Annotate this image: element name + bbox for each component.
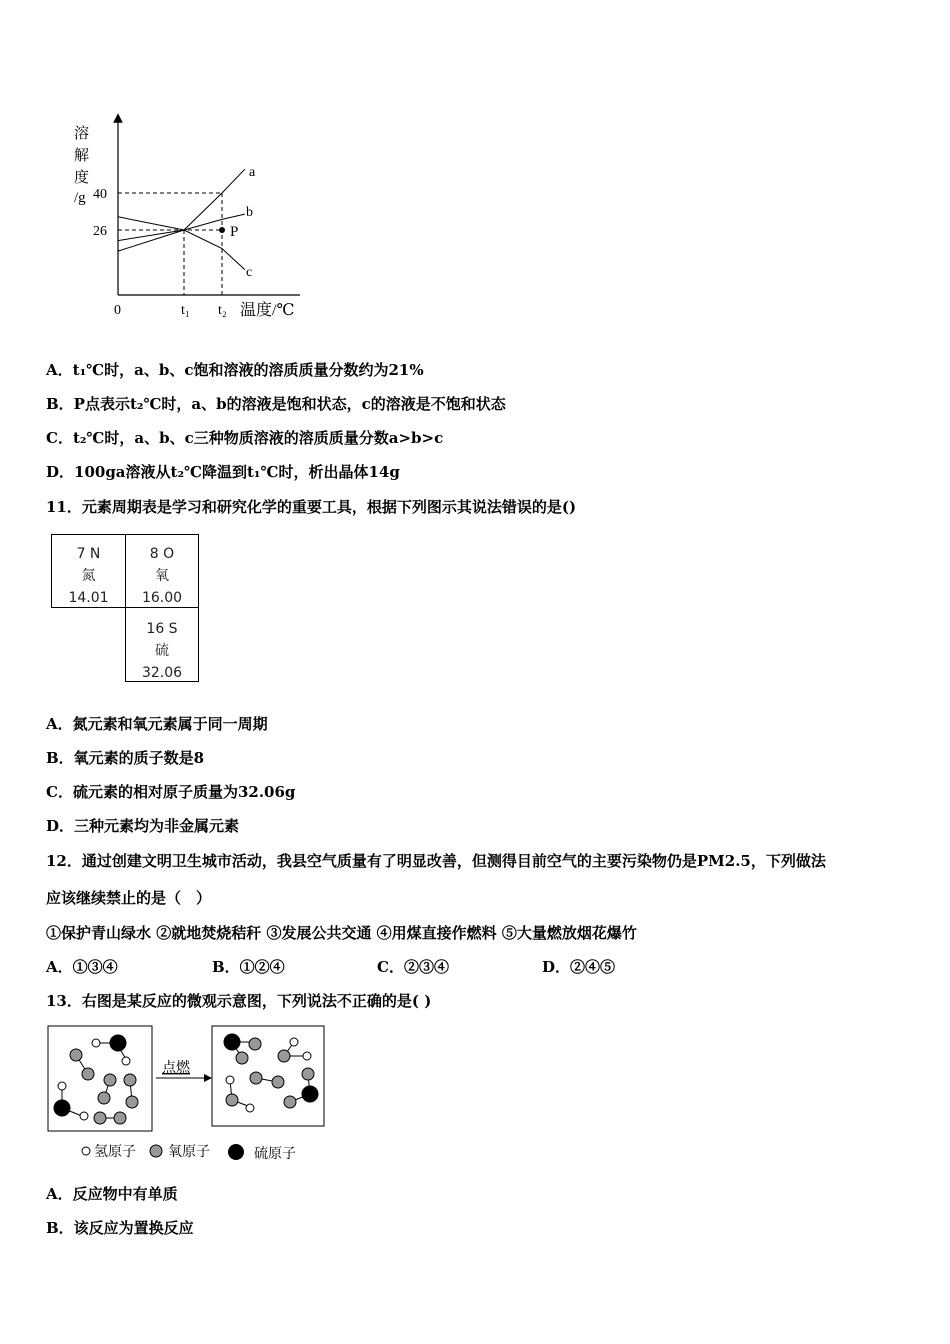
origin-label: 0 — [114, 303, 121, 318]
cell-number-symbol: 7 N — [76, 546, 101, 562]
cell-mass: 32.06 — [141, 665, 183, 681]
q10-option-b: B．P点表示t₂℃时，a、b的溶液是饱和状态，c的溶液是不饱和状态 — [46, 395, 506, 413]
cell-name: 氧 — [155, 568, 169, 584]
q12-option-d: D．②④⑤ — [542, 958, 616, 976]
element-cell-oxygen — [125, 534, 199, 608]
y-axis-label-2: 解 — [74, 148, 90, 164]
y-axis-label-4: /g — [74, 190, 86, 206]
q11-option-a: A．氮元素和氧元素属于同一周期 — [46, 715, 268, 733]
cell-mass: 14.01 — [68, 590, 109, 606]
q10-option-d: D．100ga溶液从t₂℃降温到t₁℃时，析出晶体14g — [46, 463, 400, 481]
x-axis-label: 温度/℃ — [240, 302, 295, 319]
element-cell-nitrogen — [51, 534, 126, 608]
legend-sulfur-icon — [228, 1144, 244, 1160]
q10-option-a: A．t₁℃时，a、b、c饱和溶液的溶质质量分数约为21% — [46, 361, 424, 379]
curve-label-a: a — [249, 165, 256, 180]
q11-option-b: B．氧元素的质子数是8 — [46, 749, 205, 767]
cell-number-symbol: 16 S — [146, 621, 178, 637]
curve-label-c: c — [246, 265, 253, 280]
point-p-label: P — [230, 224, 239, 240]
q12-stem-line2: 应该继续禁止的是（ ） — [46, 889, 212, 907]
element-cell-sulfur — [125, 607, 199, 682]
q13-stem: 13．右图是某反应的微观示意图，下列说法不正确的是( ) — [46, 992, 432, 1010]
q12-stem-line1: 12．通过创建文明卫生城市活动，我县空气质量有了明显改善，但测得目前空气的主要污染物仍是PM2.5，下列做法 — [46, 852, 826, 870]
q12-option-a: A．①③④ — [46, 958, 118, 976]
legend-sulfur: 硫原子 — [254, 1147, 296, 1162]
x-tick-t1: t₁ — [181, 303, 190, 318]
y-axis-label-3: 度 — [74, 170, 90, 186]
y-axis-label-1: 溶 — [74, 126, 90, 142]
reaction-condition: 点燃 — [162, 1061, 190, 1076]
solubility-chart — [60, 110, 320, 330]
legend-oxygen-icon — [150, 1145, 162, 1157]
curve-label-b: b — [246, 205, 253, 220]
q12-option-c: C．②③④ — [377, 958, 449, 976]
q11-option-d: D．三种元素均为非金属元素 — [46, 817, 240, 835]
legend-hydrogen: 氢原子 — [94, 1145, 136, 1160]
y-tick-40: 40 — [93, 187, 107, 202]
curve-a — [118, 169, 245, 251]
q11-option-c: C．硫元素的相对原子质量为32.06g — [46, 783, 296, 801]
legend-hydrogen-icon — [82, 1147, 90, 1155]
q10-option-c: C．t₂℃时，a、b、c三种物质溶液的溶质质量分数a>b>c — [46, 429, 444, 447]
x-tick-t2: t₂ — [218, 303, 227, 318]
cell-number-symbol: 8 O — [149, 546, 175, 562]
cell-name: 氮 — [81, 568, 96, 584]
q12-items: ①保护青山绿水 ②就地焚烧秸秆 ③发展公共交通 ④用煤直接作燃料 ⑤大量燃放烟花爆竹 — [46, 924, 637, 942]
q13-option-a: A．反应物中有单质 — [46, 1185, 178, 1203]
curve-b — [118, 214, 245, 241]
y-tick-26: 26 — [93, 224, 107, 239]
point-p — [219, 227, 225, 233]
q11-stem: 11．元素周期表是学习和研究化学的重要工具，根据下列图示其说法错误的是() — [46, 498, 577, 516]
reaction-diagram — [44, 1022, 334, 1167]
legend-oxygen: 氧原子 — [168, 1145, 210, 1160]
q12-option-b: B．①②④ — [212, 958, 285, 976]
curve-c — [118, 217, 245, 270]
cell-name: 硫 — [155, 643, 169, 659]
q13-option-b: B．该反应为置换反应 — [46, 1219, 194, 1237]
cell-mass: 16.00 — [141, 590, 183, 606]
